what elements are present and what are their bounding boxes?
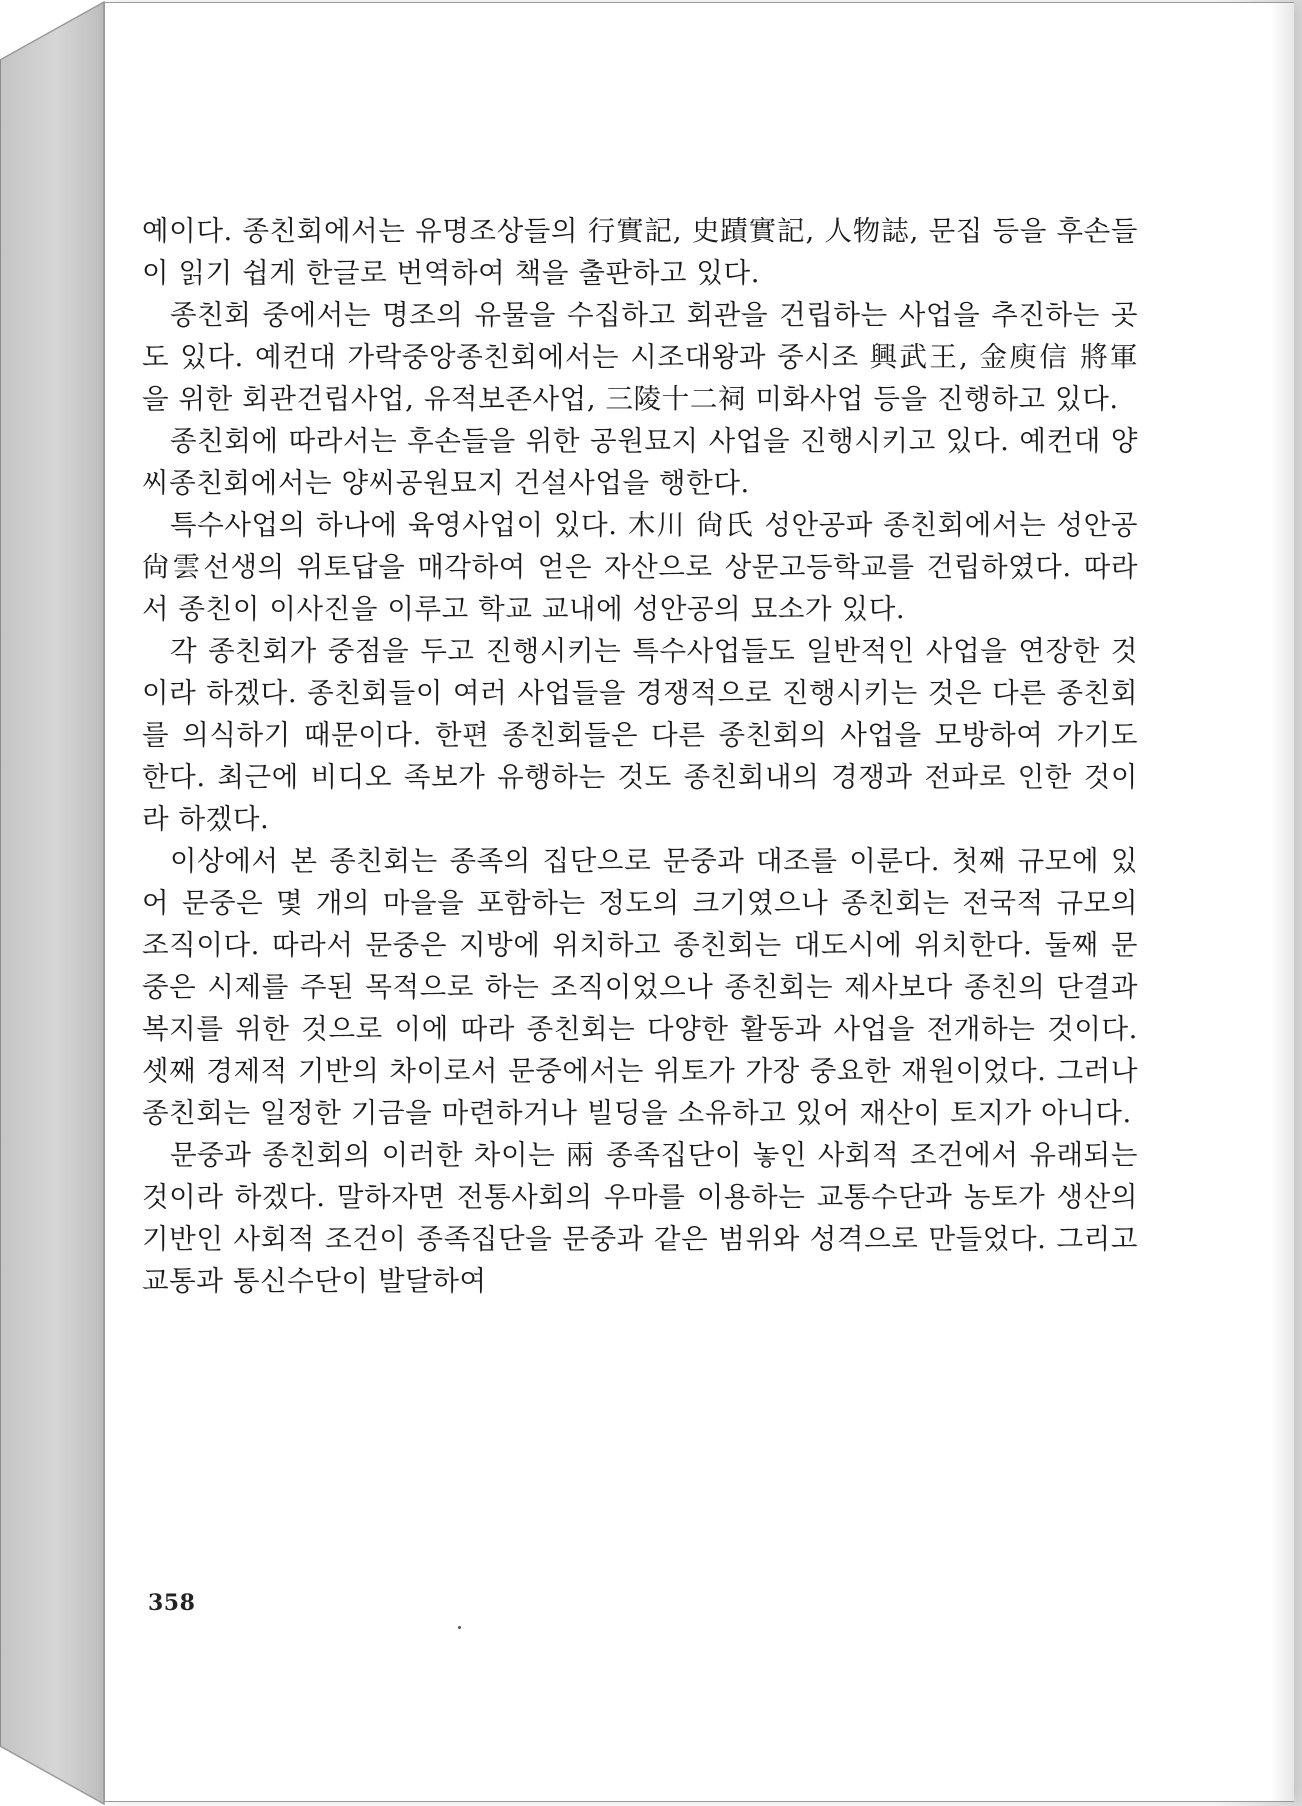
paragraph: 이상에서 본 종친회는 종족의 집단으로 문중과 대조를 이룬다. 첫째 규모에 있어 문중은 몇 개의 마을을 포함하는 정도의 크기였으나 종친회는 전국적 규모의 조직이다. 따라서 문중은 지방에 위치하고 종친회는 대도시에 위치한다. 둘째 문중은 시제를 주된 목적으로 하는 조직이었으나 종친회는 제사보다 종친의 단결과 복지를 위한 것으로 이에 따라 종친회는 다양한 활동과 사업을 전개하는 것이다. 셋째 경제적 기반의 차이로서 문중에서는 위토가 가장 중요한 재원이었다. 그러나 종친회는 일정한 기금을 마련하거나 빌딩을 소유하고 있어 재산이 토지가 아니다. [142, 845, 1138, 1129]
paragraph: 예이다. 종친회에서는 유명조상들의 行實記, 史蹟實記, 人物誌, 문집 등을 후손들이 읽기 쉽게 한글로 번역하여 책을 출판하고 있다. [142, 215, 1138, 289]
paragraph: 종친회에 따라서는 후손들을 위한 공원묘지 사업을 진행시키고 있다. 예컨대 양씨종친회에서는 양씨공원묘지 건설사업을 행한다. [142, 425, 1138, 499]
paragraph: 각 종친회가 중점을 두고 진행시키는 특수사업들도 일반적인 사업을 연장한 것이라 하겠다. 종친회들이 여러 사업들을 경쟁적으로 진행시키는 것은 다른 종친회를 의식하기 때문이다. 한편 종친회들은 다른 종친회의 사업을 모방하여 가기도 한다. 최근에 비디오 족보가 유행하는 것도 종친회내의 경쟁과 전파로 인한 것이라 하겠다. [142, 635, 1138, 835]
page-number: 358 [148, 1590, 196, 1616]
paragraph: 문중과 종친회의 이러한 차이는 兩 종족집단이 놓인 사회적 조건에서 유래되는 것이라 하겠다. 말하자면 전통사회의 우마를 이용하는 교통수단과 농토가 생산의 기반인 사회적 조건이 종족집단을 문중과 같은 범위와 성격으로 만들었다. 그리고 교통과 통신수단이 발달하여 [142, 1139, 1138, 1297]
paragraph: 특수사업의 하나에 육영사업이 있다. 木川 尙氏 성안공파 종친회에서는 성안공 尙雲선생의 위토답을 매각하여 얻은 자산으로 상문고등학교를 건립하였다. 따라서 종친이 이사진을 이루고 학교 교내에 성안공의 묘소가 있다. [142, 509, 1138, 625]
book-spine [0, 0, 112, 1806]
page-body-text [142, 210, 1138, 1302]
page-edge-shadow [1270, 3, 1294, 1801]
scan-speck [458, 1626, 461, 1629]
paragraph: 종친회 중에서는 명조의 유물을 수집하고 회관을 건립하는 사업을 추진하는 곳도 있다. 예컨대 가락중앙종친회에서는 시조대왕과 중시조 興武王, 金庾信 將軍을 위한 회관건립사업, 유적보존사업, 三陵十二祠 미화사업 등을 진행하고 있다. [142, 299, 1138, 415]
